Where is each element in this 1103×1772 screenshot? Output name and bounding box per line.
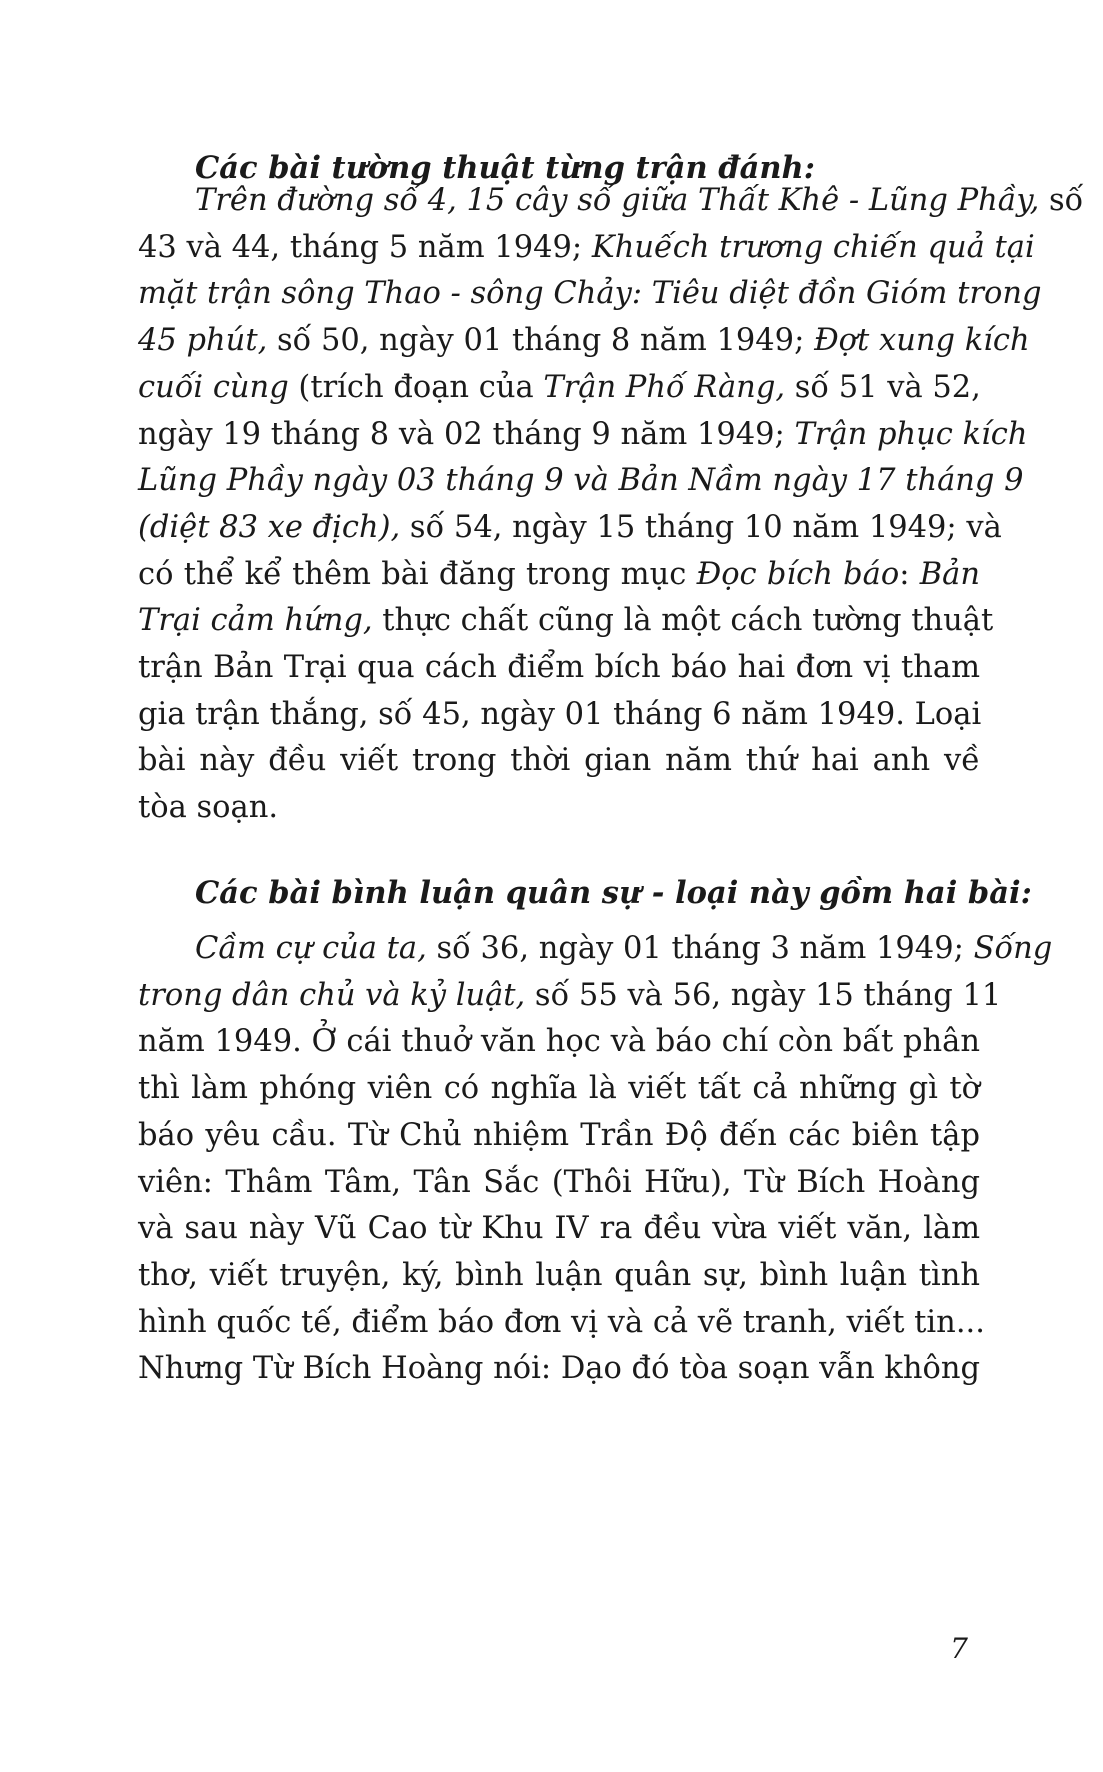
italic-text: mặt trận sông Thao - sông Chảy: Tiêu diệt đồn Gióm trong: [138, 276, 1042, 312]
text-line: [138, 1202, 980, 1255]
italic-text: (diệt 83 xe địch),: [138, 509, 401, 545]
italic-text: Trận phục kích: [794, 416, 1028, 452]
text-line: [138, 1156, 980, 1209]
text-run: tòa soạn.: [138, 790, 279, 826]
italic-text: Trên đường số 4, 15 cây số giữa Thất Khê - Lũng Phầy,: [195, 183, 1040, 218]
text-run: số 55 và 56, ngày 15 tháng 11: [525, 977, 1002, 1013]
text-run: thì làm phóng viên có nghĩa là viết tất cả những gì tờ: [138, 1071, 980, 1107]
text-line: [138, 314, 1030, 367]
italic-text: trong dân chủ và kỷ luật,: [138, 977, 526, 1013]
text-run: năm 1949. Ở cái thuở văn học và báo chí còn bất phân: [138, 1024, 980, 1060]
text-line: [138, 1109, 980, 1162]
text-run: số 36, ngày 01 tháng 3 năm 1949;: [426, 931, 974, 966]
text-line: [195, 174, 1084, 227]
italic-text: cuối cùng: [138, 369, 289, 405]
text-line: [138, 361, 980, 414]
italic-text: Sống: [973, 931, 1053, 966]
text-run: Nhưng Từ Bích Hoàng nói: Dạo đó tòa soạn vẫn không: [138, 1351, 981, 1387]
italic-text: Trận Phố Ràng,: [543, 369, 786, 405]
text-run: :: [899, 556, 920, 592]
text-run: bài này đều viết trong thời gian năm thứ hai anh về: [138, 743, 980, 779]
page-number: 7: [950, 1632, 968, 1665]
text-line: [195, 922, 1053, 975]
text-line: [138, 641, 980, 694]
text-line: [138, 969, 1002, 1022]
italic-text: Lũng Phầy ngày 03 tháng 9 và Bản Nầm ngày 17 tháng 9: [138, 463, 1024, 499]
italic-text: Khuếch trương chiến quả tại: [591, 229, 1035, 265]
italic-text: Bản: [919, 556, 980, 592]
italic-text: Trại cảm hứng,: [138, 603, 373, 639]
text-run: viên: Thâm Tâm, Tân Sắc (Thôi Hữu), Từ Bích Hoàng: [138, 1164, 980, 1200]
text-line: [138, 1249, 980, 1302]
text-run: số 51 và 52,: [785, 369, 981, 405]
italic-text: Đợt xung kích: [814, 323, 1030, 359]
text-run: trận Bản Trại qua cách điểm bích báo hai đơn vị tham: [138, 650, 980, 685]
italic-text: 45 phút,: [138, 323, 268, 359]
text-run: và sau này Vũ Cao từ Khu IV ra đều vừa viết văn, làm: [138, 1211, 980, 1247]
text-run: số 54, ngày 15 tháng 10 năm 1949; và: [400, 509, 1002, 545]
text-run: có thể kể thêm bài đăng trong mục: [138, 556, 697, 592]
text-run: (trích đoạn của: [288, 369, 544, 405]
text-line: [138, 1342, 980, 1395]
italic-text: Cầm cự của ta,: [195, 931, 427, 966]
section-heading-battle-reports: Các bài tường thuật từng trận đánh:: [195, 150, 815, 186]
text-run: gia trận thắng, số 45, ngày 01 tháng 6 năm 1949. Loại: [138, 696, 982, 732]
text-line: [138, 267, 1042, 320]
text-run: báo yêu cầu. Từ Chủ nhiệm Trần Độ đến các biên tập: [138, 1117, 980, 1153]
text-line: [138, 1296, 985, 1349]
text-run: ngày 19 tháng 8 và 02 tháng 9 năm 1949;: [138, 416, 795, 452]
text-line: [138, 1015, 980, 1068]
text-line: [138, 1062, 980, 1115]
text-run: thực chất cũng là một cách tường thuật: [372, 603, 994, 639]
section-heading-military-commentary: Các bài bình luận quân sự - loại này gồm hai bài:: [195, 875, 1032, 911]
text-run: số 50, ngày 01 tháng 8 năm 1949;: [267, 323, 815, 359]
text-run: thơ, viết truyện, ký, bình luận quân sự, bình luận tình: [138, 1257, 980, 1293]
text-line: [138, 454, 1024, 507]
text-line: [138, 781, 980, 834]
text-run: 43 và 44, tháng 5 năm 1949;: [138, 229, 592, 265]
text-line: [138, 221, 1035, 274]
text-line: [138, 594, 994, 647]
text-run: số: [1039, 183, 1084, 218]
text-line: [138, 501, 1002, 554]
text-line: [138, 688, 980, 741]
text-line: [138, 734, 980, 787]
italic-text: Đọc bích báo: [696, 556, 900, 592]
text-run: hình quốc tế, điểm báo đơn vị và cả vẽ tranh, viết tin...: [138, 1304, 985, 1340]
text-line: [138, 548, 980, 601]
text-line: [138, 408, 1028, 461]
